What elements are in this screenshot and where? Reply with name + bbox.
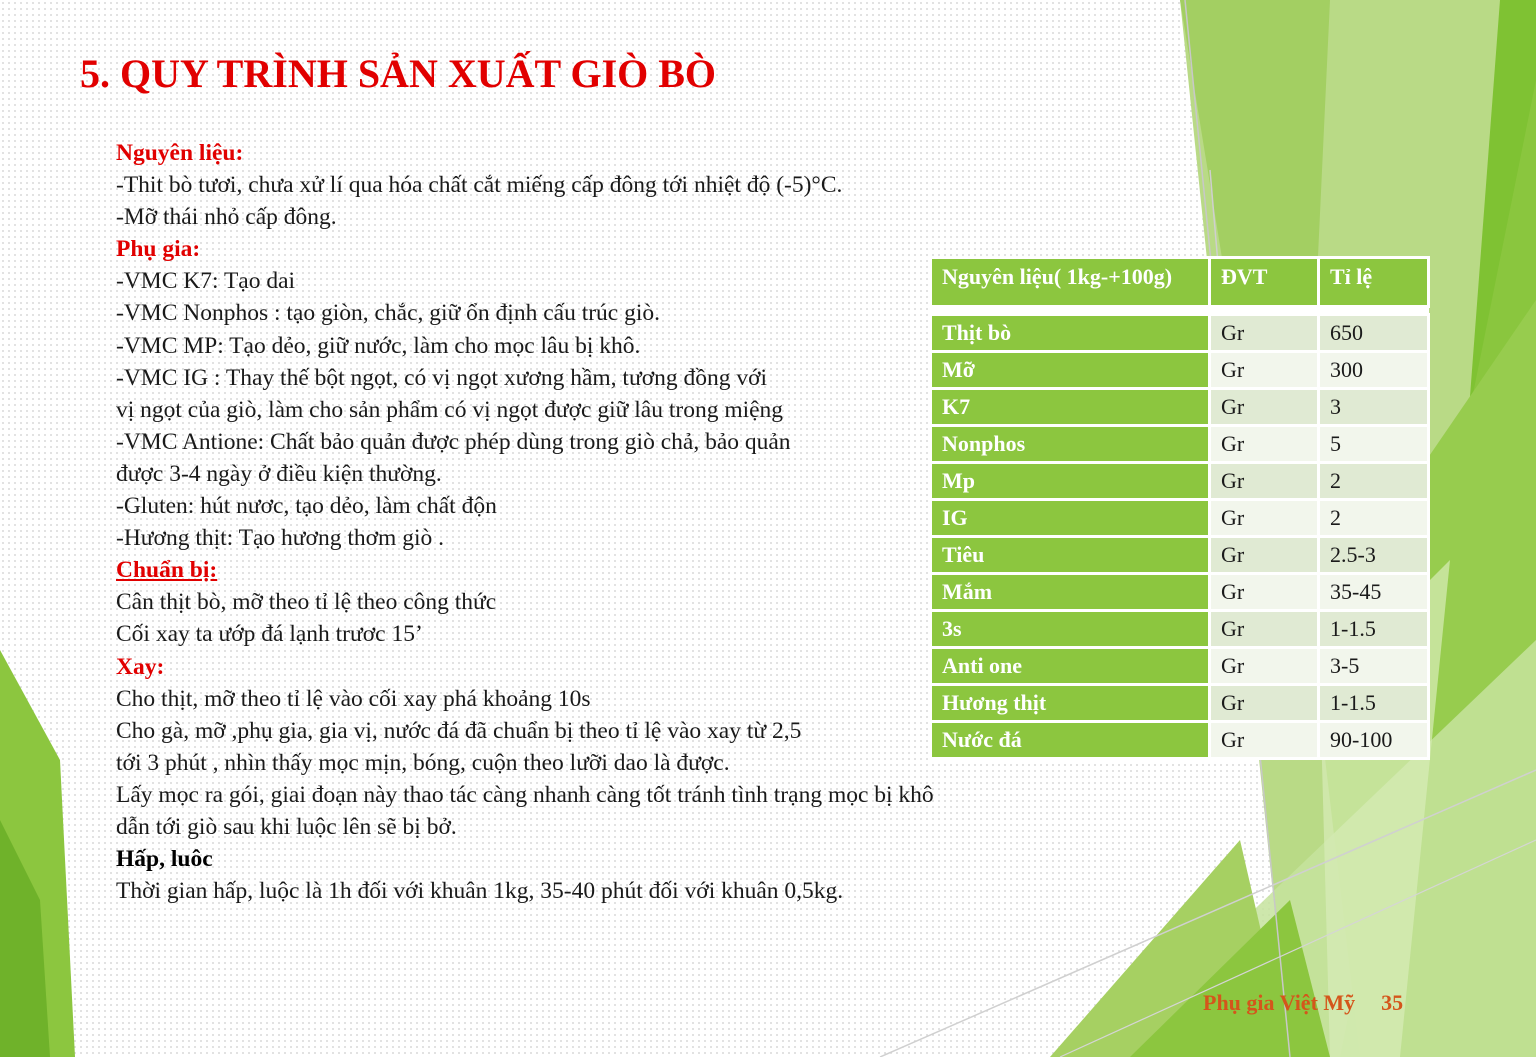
section-heading: Nguyên liệu: bbox=[116, 140, 244, 166]
table-row bbox=[931, 648, 1429, 685]
text-line: -VMC Antione: Chất bảo quản được phép dùng trong giò chả, bảo quản bbox=[116, 428, 791, 455]
ingredient-cell: IG bbox=[931, 500, 1210, 537]
table-row bbox=[931, 611, 1429, 648]
ratio-cell: 3 bbox=[1319, 389, 1429, 426]
unit-cell: Gr bbox=[1210, 537, 1319, 574]
ratio-cell: 3-5 bbox=[1319, 648, 1429, 685]
unit-cell: Gr bbox=[1210, 426, 1319, 463]
page-title: 5. QUY TRÌNH SẢN XUẤT GIÒ BÒ bbox=[80, 51, 717, 96]
ratio-cell: 2 bbox=[1319, 463, 1429, 500]
ingredient-cell: Thịt bò bbox=[931, 315, 1210, 352]
text-line: -VMC IG : Thay thế bột ngọt, có vị ngọt xương hầm, tương đồng với bbox=[116, 364, 768, 391]
ingredient-cell: Nước đá bbox=[931, 722, 1210, 759]
ingredient-table bbox=[929, 256, 1430, 760]
text-line: tới 3 phút , nhìn thấy mọc mịn, bóng, cuộn theo lưỡi dao là được. bbox=[116, 749, 730, 776]
page-number: 35 bbox=[1381, 990, 1404, 1015]
section-heading: Phụ gia: bbox=[116, 236, 201, 263]
text-line: Thời gian hấp, luộc là 1h đối với khuân 1kg, 35-40 phút đối với khuân 0,5kg. bbox=[116, 878, 844, 905]
text-line: -VMC MP: Tạo dẻo, giữ nước, làm cho mọc lâu bị khô. bbox=[116, 332, 641, 359]
table-row bbox=[931, 537, 1429, 574]
table-row bbox=[931, 315, 1429, 352]
ingredient-cell: Hương thịt bbox=[931, 685, 1210, 722]
text-line: -Thit bò tươi, chưa xử lí qua hóa chất cắt miếng cấp đông tới nhiệt độ (-5)°C. bbox=[116, 172, 843, 199]
table-header-row bbox=[931, 258, 1429, 307]
ingredient-cell: Tiêu bbox=[931, 537, 1210, 574]
table-row bbox=[931, 352, 1429, 389]
text-line: được 3-4 ngày ở điều kiện thường. bbox=[116, 460, 442, 487]
table-row bbox=[931, 722, 1429, 759]
table-row bbox=[931, 426, 1429, 463]
unit-cell: Gr bbox=[1210, 648, 1319, 685]
unit-cell: Gr bbox=[1210, 685, 1319, 722]
ratio-cell: 1-1.5 bbox=[1319, 611, 1429, 648]
unit-cell: Gr bbox=[1210, 500, 1319, 537]
ingredient-cell: Nonphos bbox=[931, 426, 1210, 463]
ratio-cell: 300 bbox=[1319, 352, 1429, 389]
ingredient-cell: Mp bbox=[931, 463, 1210, 500]
unit-cell: Gr bbox=[1210, 315, 1319, 352]
header-unit: ĐVT bbox=[1210, 258, 1319, 307]
unit-cell: Gr bbox=[1210, 574, 1319, 611]
table-row bbox=[931, 574, 1429, 611]
unit-cell: Gr bbox=[1210, 389, 1319, 426]
text-line: Cân thịt bò, mỡ theo tỉ lệ theo công thức bbox=[116, 589, 497, 616]
unit-cell: Gr bbox=[1210, 611, 1319, 648]
text-line: dẫn tới giò sau khi luộc lên sẽ bị bở. bbox=[116, 813, 457, 840]
ratio-cell: 2 bbox=[1319, 500, 1429, 537]
unit-cell: Gr bbox=[1210, 722, 1319, 759]
text-line: -Hương thịt: Tạo hương thơm giò . bbox=[116, 525, 444, 552]
footer bbox=[1203, 990, 1403, 1016]
ratio-cell: 650 bbox=[1319, 315, 1429, 352]
unit-cell: Gr bbox=[1210, 463, 1319, 500]
text-line: Cho gà, mỡ ,phụ gia, gia vị, nước đá đã chuẩn bị theo tỉ lệ vào xay từ 2,5 bbox=[116, 717, 802, 744]
table-row bbox=[931, 685, 1429, 722]
header-ingredient: Nguyên liệu( 1kg-+100g) bbox=[931, 258, 1210, 307]
ratio-cell: 35-45 bbox=[1319, 574, 1429, 611]
text-line: Cối xay ta ướp đá lạnh trươc 15’ bbox=[116, 621, 423, 648]
footer-brand: Phụ gia Việt Mỹ bbox=[1203, 990, 1356, 1015]
ratio-cell: 2.5-3 bbox=[1319, 537, 1429, 574]
text-line: Lấy mọc ra gói, giai đoạn này thao tác càng nhanh càng tốt tránh tình trạng mọc bị khô bbox=[116, 781, 934, 808]
ratio-cell: 5 bbox=[1319, 426, 1429, 463]
text-line: Cho thịt, mỡ theo tỉ lệ vào cối xay phá khoảng 10s bbox=[116, 685, 591, 712]
unit-cell: Gr bbox=[1210, 352, 1319, 389]
text-line: -Mỡ thái nhỏ cấp đông. bbox=[116, 204, 337, 231]
text-line: -VMC K7: Tạo dai bbox=[116, 268, 296, 295]
section-heading: Hấp, luôc bbox=[116, 846, 213, 873]
ingredient-cell: Mỡ bbox=[931, 352, 1210, 389]
section-heading: Xay: bbox=[116, 653, 165, 680]
ratio-cell: 1-1.5 bbox=[1319, 685, 1429, 722]
text-line: -Gluten: hút nươc, tạo dẻo, làm chất độn bbox=[116, 493, 497, 520]
ingredient-cell: Anti one bbox=[931, 648, 1210, 685]
table-row bbox=[931, 500, 1429, 537]
ingredient-cell: K7 bbox=[931, 389, 1210, 426]
ingredient-cell: 3s bbox=[931, 611, 1210, 648]
text-line: -VMC Nonphos : tạo giòn, chắc, giữ ổn định cấu trúc giò. bbox=[116, 300, 661, 327]
ratio-cell: 90-100 bbox=[1319, 722, 1429, 759]
text-line: vị ngọt của giò, làm cho sản phẩm có vị ngọt được giữ lâu trong miệng bbox=[116, 396, 784, 423]
section-heading: Chuẩn bị: bbox=[116, 557, 218, 584]
ingredient-cell: Mắm bbox=[931, 574, 1210, 611]
table-row bbox=[931, 463, 1429, 500]
table-row bbox=[931, 389, 1429, 426]
header-ratio: Tỉ lệ bbox=[1319, 258, 1429, 307]
